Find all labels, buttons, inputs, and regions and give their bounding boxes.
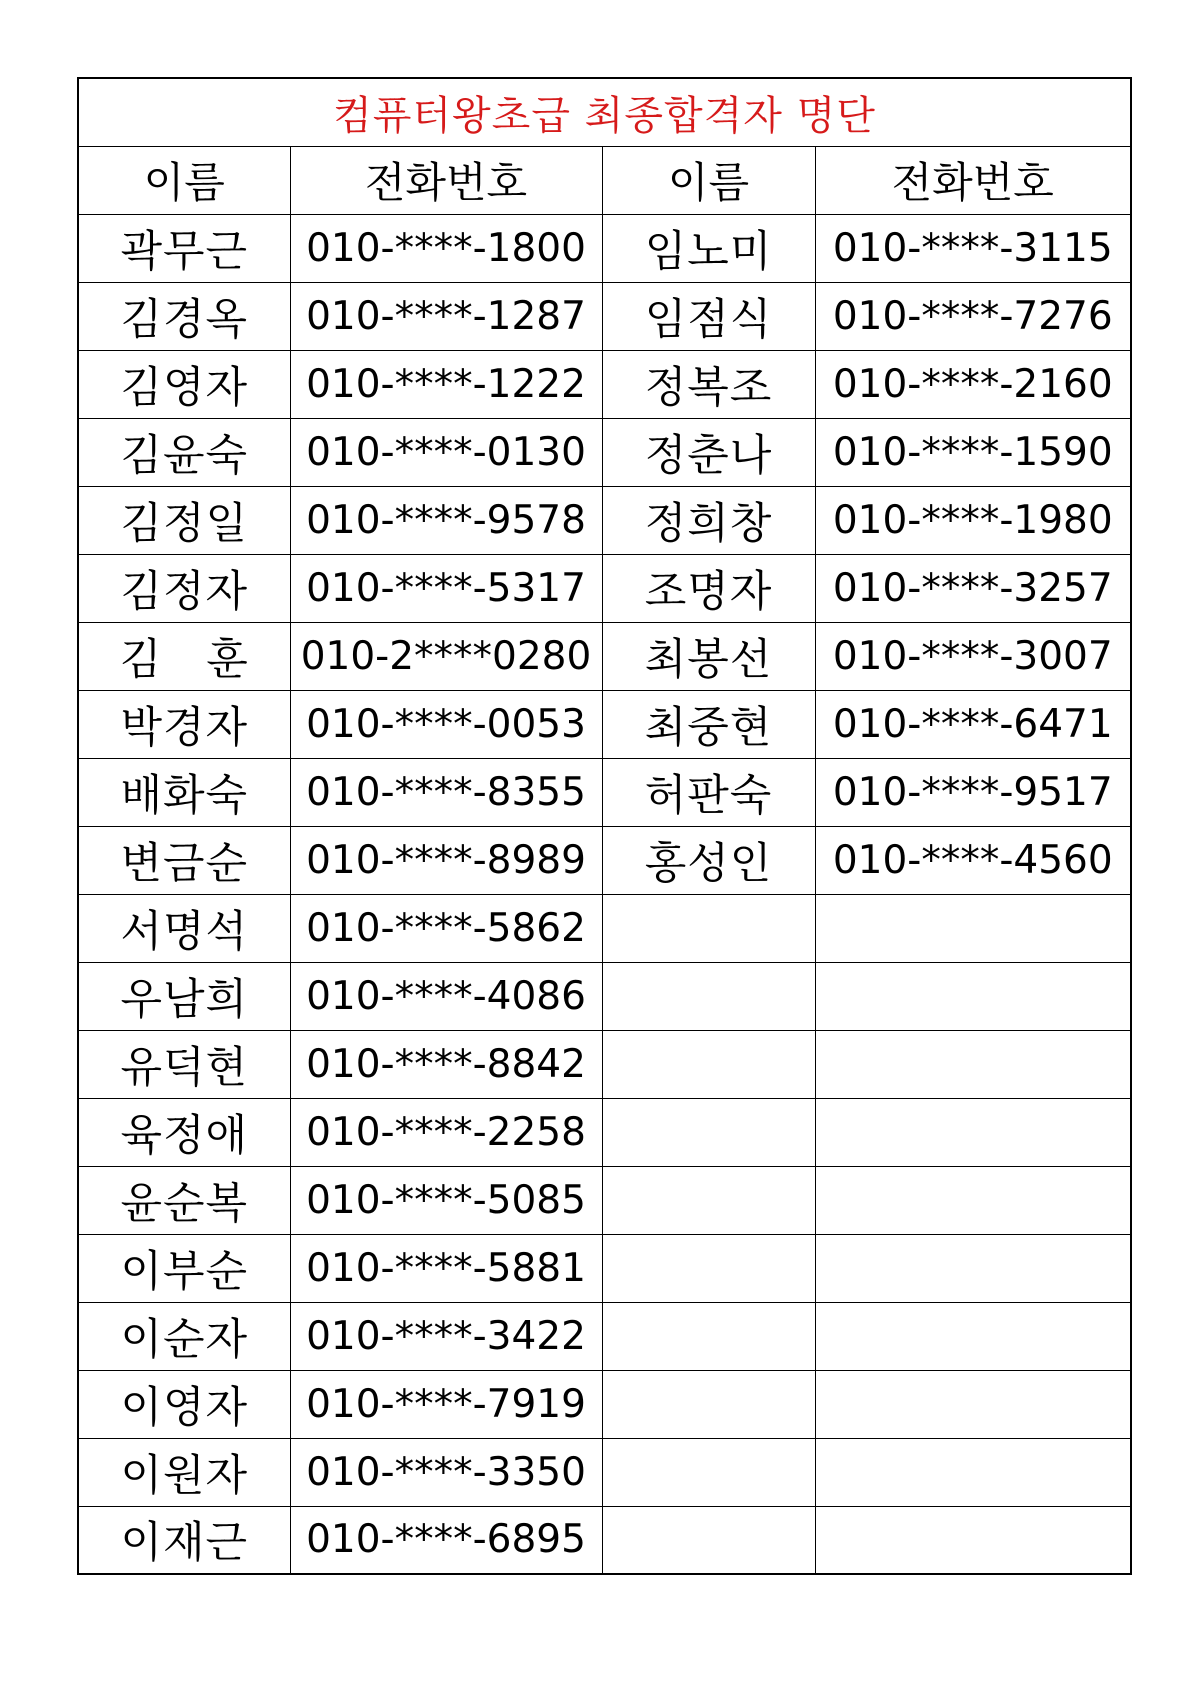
name-cell xyxy=(602,1438,815,1506)
name-cell: 배화숙 xyxy=(78,758,290,826)
phone-cell: 010-****-3007 xyxy=(815,622,1131,690)
table-row xyxy=(78,894,1131,962)
phone-cell: 010-****-6471 xyxy=(815,690,1131,758)
phone-cell xyxy=(815,1302,1131,1370)
phone-cell: 010-****-4560 xyxy=(815,826,1131,894)
table-row xyxy=(78,690,1131,758)
table-row xyxy=(78,554,1131,622)
phone-cell: 010-****-0053 xyxy=(290,690,602,758)
phone-cell: 010-****-0130 xyxy=(290,418,602,486)
phone-cell xyxy=(815,1098,1131,1166)
phone-cell xyxy=(815,1030,1131,1098)
name-cell: 정춘나 xyxy=(602,418,815,486)
table-row xyxy=(78,350,1131,418)
phone-cell: 010-****-5881 xyxy=(290,1234,602,1302)
table-row xyxy=(78,1166,1131,1234)
name-cell: 박경자 xyxy=(78,690,290,758)
name-cell: 허판숙 xyxy=(602,758,815,826)
name-cell: 유덕현 xyxy=(78,1030,290,1098)
phone-cell: 010-****-5317 xyxy=(290,554,602,622)
table-row xyxy=(78,1098,1131,1166)
name-cell xyxy=(602,1166,815,1234)
table-row xyxy=(78,418,1131,486)
name-cell xyxy=(602,1030,815,1098)
table-row xyxy=(78,826,1131,894)
phone-cell: 010-****-3350 xyxy=(290,1438,602,1506)
phone-cell: 010-****-1590 xyxy=(815,418,1131,486)
name-cell: 우남희 xyxy=(78,962,290,1030)
table-row xyxy=(78,622,1131,690)
table-row xyxy=(78,758,1131,826)
name-cell: 조명자 xyxy=(602,554,815,622)
table-row xyxy=(78,1506,1131,1574)
phone-cell: 010-****-2258 xyxy=(290,1098,602,1166)
name-cell: 변금순 xyxy=(78,826,290,894)
phone-cell: 010-****-1222 xyxy=(290,350,602,418)
phone-cell: 010-****-3422 xyxy=(290,1302,602,1370)
name-cell xyxy=(602,894,815,962)
name-cell: 김경옥 xyxy=(78,282,290,350)
name-cell: 임점식 xyxy=(602,282,815,350)
name-cell: 이원자 xyxy=(78,1438,290,1506)
phone-cell xyxy=(815,894,1131,962)
phone-cell: 010-****-7919 xyxy=(290,1370,602,1438)
roster-body xyxy=(78,214,1131,1574)
phone-cell xyxy=(815,1166,1131,1234)
phone-cell xyxy=(815,1438,1131,1506)
name-cell: 윤순복 xyxy=(78,1166,290,1234)
phone-cell xyxy=(815,1506,1131,1574)
name-cell xyxy=(602,1302,815,1370)
phone-cell xyxy=(815,1370,1131,1438)
phone-cell: 010-****-9517 xyxy=(815,758,1131,826)
name-cell: 이부순 xyxy=(78,1234,290,1302)
name-cell: 서명석 xyxy=(78,894,290,962)
header-row xyxy=(78,146,1131,214)
title-row xyxy=(78,78,1131,146)
name-cell xyxy=(602,1098,815,1166)
name-cell xyxy=(602,1370,815,1438)
phone-cell: 010-2****0280 xyxy=(290,622,602,690)
column-header-phone: 전화번호 xyxy=(290,146,602,214)
name-cell: 최중현 xyxy=(602,690,815,758)
table-row xyxy=(78,1234,1131,1302)
table-row xyxy=(78,1030,1131,1098)
table-row xyxy=(78,962,1131,1030)
name-cell: 김정일 xyxy=(78,486,290,554)
table-row xyxy=(78,1370,1131,1438)
table-row xyxy=(78,1438,1131,1506)
phone-cell: 010-****-3115 xyxy=(815,214,1131,282)
name-cell: 이순자 xyxy=(78,1302,290,1370)
column-header-name: 이름 xyxy=(78,146,290,214)
phone-cell xyxy=(815,1234,1131,1302)
name-cell xyxy=(602,962,815,1030)
phone-cell: 010-****-1980 xyxy=(815,486,1131,554)
phone-cell: 010-****-4086 xyxy=(290,962,602,1030)
table-row xyxy=(78,1302,1131,1370)
name-cell: 정복조 xyxy=(602,350,815,418)
name-cell: 임노미 xyxy=(602,214,815,282)
roster-table xyxy=(77,77,1132,1575)
phone-cell: 010-****-1800 xyxy=(290,214,602,282)
name-cell: 김정자 xyxy=(78,554,290,622)
name-cell: 최봉선 xyxy=(602,622,815,690)
phone-cell xyxy=(815,962,1131,1030)
phone-cell: 010-****-8842 xyxy=(290,1030,602,1098)
name-cell: 김윤숙 xyxy=(78,418,290,486)
phone-cell: 010-****-3257 xyxy=(815,554,1131,622)
table-row xyxy=(78,282,1131,350)
name-cell: 김 훈 xyxy=(78,622,290,690)
phone-cell: 010-****-5085 xyxy=(290,1166,602,1234)
name-cell: 홍성인 xyxy=(602,826,815,894)
name-cell: 이재근 xyxy=(78,1506,290,1574)
table-row xyxy=(78,214,1131,282)
phone-cell: 010-****-6895 xyxy=(290,1506,602,1574)
phone-cell: 010-****-8989 xyxy=(290,826,602,894)
name-cell: 육정애 xyxy=(78,1098,290,1166)
phone-cell: 010-****-2160 xyxy=(815,350,1131,418)
table-row xyxy=(78,486,1131,554)
name-cell: 이영자 xyxy=(78,1370,290,1438)
phone-cell: 010-****-5862 xyxy=(290,894,602,962)
column-header-name: 이름 xyxy=(602,146,815,214)
name-cell xyxy=(602,1234,815,1302)
column-header-phone: 전화번호 xyxy=(815,146,1131,214)
phone-cell: 010-****-1287 xyxy=(290,282,602,350)
name-cell: 곽무근 xyxy=(78,214,290,282)
document-title: 컴퓨터왕초급 최종합격자 명단 xyxy=(78,78,1131,146)
phone-cell: 010-****-7276 xyxy=(815,282,1131,350)
name-cell: 김영자 xyxy=(78,350,290,418)
name-cell: 정희창 xyxy=(602,486,815,554)
name-cell xyxy=(602,1506,815,1574)
phone-cell: 010-****-9578 xyxy=(290,486,602,554)
phone-cell: 010-****-8355 xyxy=(290,758,602,826)
